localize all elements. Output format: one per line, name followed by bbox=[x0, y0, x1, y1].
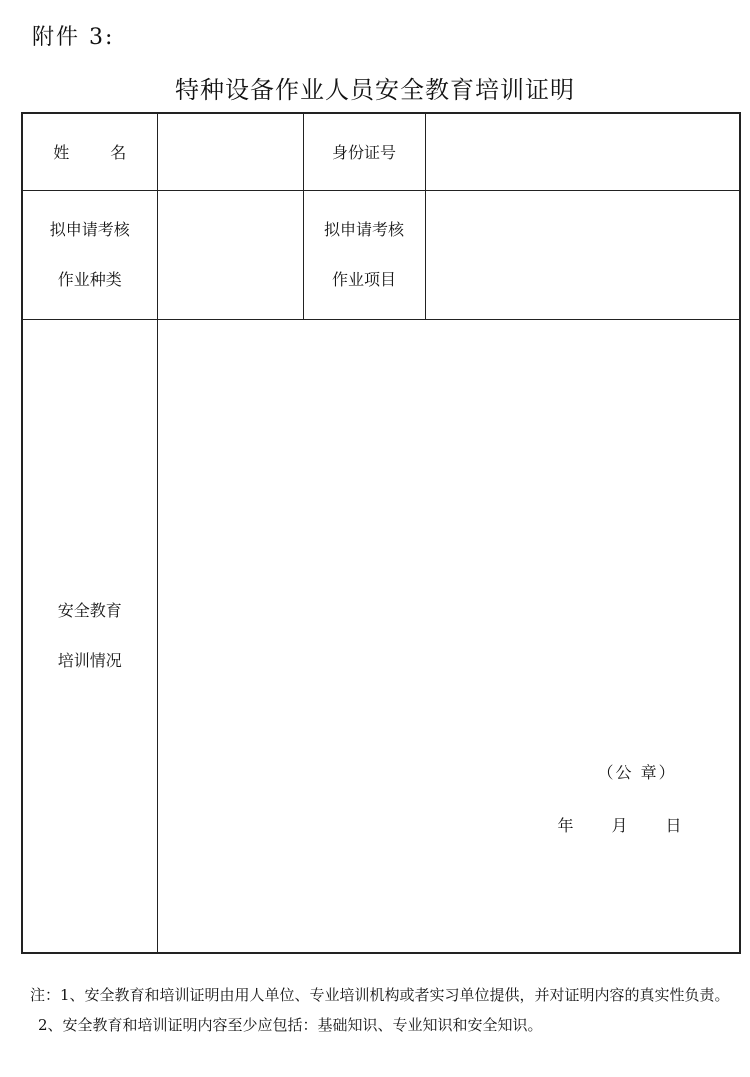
note-1: 注：1、安全教育和培训证明由用人单位、专业培训机构或者实习单位提供，并对证明内容的真实性负责。 bbox=[30, 986, 730, 1004]
date-day-label: 日 bbox=[665, 815, 682, 835]
name-label-cell bbox=[22, 113, 157, 190]
item-label-cell bbox=[303, 190, 425, 319]
date-line bbox=[558, 813, 682, 836]
category-value-cell[interactable] bbox=[157, 190, 303, 319]
training-content-cell[interactable] bbox=[157, 319, 740, 953]
name-value-cell[interactable] bbox=[157, 113, 303, 190]
notes-section bbox=[30, 982, 730, 1038]
row-name-id bbox=[22, 113, 740, 190]
name-label: 姓 名 bbox=[53, 143, 145, 163]
training-certificate-form bbox=[21, 112, 741, 954]
training-label-line1: 安全教育 bbox=[57, 600, 122, 620]
item-label-line2: 作业项目 bbox=[331, 269, 396, 289]
official-seal-label: （公 章） bbox=[597, 762, 677, 782]
document-title: 特种设备作业人员安全教育培训证明 bbox=[175, 76, 575, 104]
training-label-line2: 培训情况 bbox=[57, 650, 122, 670]
id-label-cell bbox=[303, 113, 425, 190]
id-number-label: 身份证号 bbox=[331, 143, 396, 163]
category-label-line2: 作业种类 bbox=[57, 269, 122, 289]
row-training bbox=[22, 319, 740, 953]
attachment-label: 附件 3: bbox=[32, 25, 115, 50]
date-month-label: 月 bbox=[611, 815, 628, 835]
item-value-cell[interactable] bbox=[425, 190, 740, 319]
note-2: 2、安全教育和培训证明内容至少应包括：基础知识、专业知识和安全知识。 bbox=[38, 1016, 543, 1034]
category-label-line1: 拟申请考核 bbox=[49, 219, 130, 239]
date-year-label: 年 bbox=[557, 815, 574, 835]
id-value-cell[interactable] bbox=[425, 113, 740, 190]
item-label-line1: 拟申请考核 bbox=[323, 219, 404, 239]
category-label-cell bbox=[22, 190, 157, 319]
row-category-item bbox=[22, 190, 740, 319]
training-label-cell bbox=[22, 319, 157, 953]
